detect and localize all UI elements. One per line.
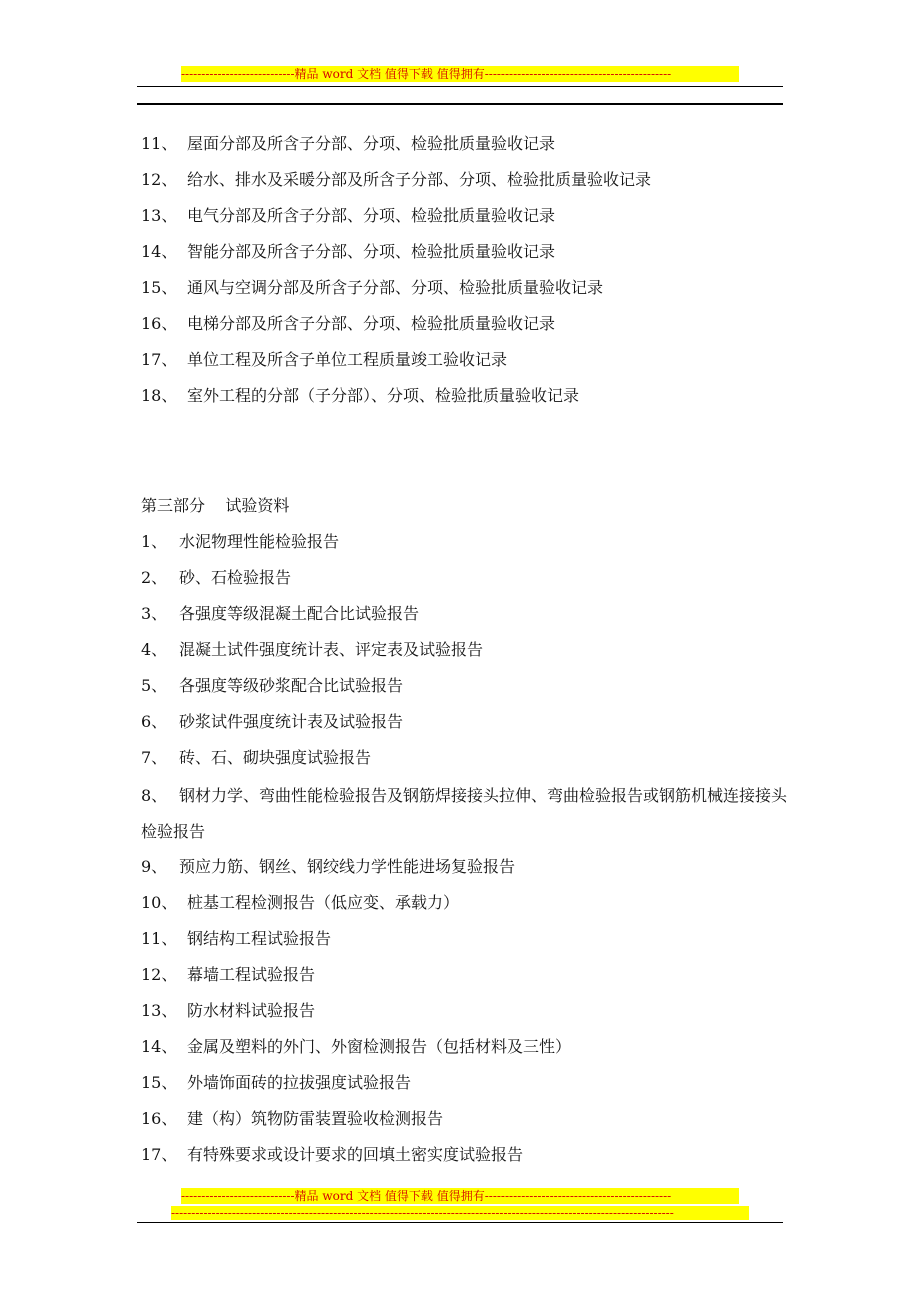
list-item-number: 15、 [141, 278, 178, 297]
list-item-number: 4、 [141, 640, 168, 659]
list-item-text: 电气分部及所含子分部、分项、检验批质量验收记录 [187, 206, 556, 225]
list-item-number: 16、 [141, 1109, 178, 1128]
list-item-text: 预应力筋、钢丝、钢绞线力学性能进场复验报告 [179, 857, 516, 876]
list-item-number: 17、 [141, 1145, 178, 1164]
list-item-number: 14、 [141, 1037, 178, 1056]
footer-dashes: ---------------------------------------------------------------------------------------------------------------------------- [171, 1206, 749, 1220]
list-item [141, 134, 555, 154]
list-item-number: 15、 [141, 1073, 178, 1092]
list-item-text: 电梯分部及所含子分部、分项、检验批质量验收记录 [187, 314, 556, 333]
footer-rule [137, 1222, 783, 1223]
list-item-text: 各强度等级混凝土配合比试验报告 [179, 604, 420, 623]
list-item [141, 350, 507, 370]
list-item [141, 778, 791, 850]
list-item-text: 幕墙工程试验报告 [187, 965, 316, 984]
list-item [141, 965, 315, 985]
list-item [141, 748, 371, 768]
list-item [141, 1073, 411, 1093]
list-item [141, 676, 403, 696]
list-item-text: 砂浆试件强度统计表及试验报告 [179, 712, 404, 731]
list-item-text: 金属及塑料的外门、外窗检测报告（包括材料及三性） [187, 1037, 572, 1056]
list-item [141, 640, 483, 660]
list-item [141, 278, 603, 298]
list-item-number: 1、 [141, 532, 168, 551]
list-item-text: 通风与空调分部及所含子分部、分项、检验批质量验收记录 [187, 278, 604, 297]
list-item-number: 10、 [141, 893, 178, 912]
list-item-text: 混凝土试件强度统计表、评定表及试验报告 [179, 640, 484, 659]
list-item-text: 钢材力学、弯曲性能检验报告及钢筋焊接接头拉伸、弯曲检验报告或钢筋机械连接接头检验报告 [141, 786, 788, 841]
list-item [141, 604, 419, 624]
list-item-text: 防水材料试验报告 [187, 1001, 316, 1020]
list-item-text: 钢结构工程试验报告 [187, 929, 332, 948]
list-item-number: 5、 [141, 676, 168, 695]
list-item-number: 17、 [141, 350, 178, 369]
list-item-number: 13、 [141, 206, 178, 225]
list-item [141, 857, 515, 877]
header-rule-thick [137, 103, 783, 105]
list-item-text: 砂、石检验报告 [179, 568, 292, 587]
list-item [141, 568, 291, 588]
list-item [141, 386, 579, 406]
list-item-number: 12、 [141, 965, 178, 984]
list-item [141, 242, 555, 262]
list-item [141, 1109, 443, 1129]
section-title: 第三部分 试验资料 [141, 496, 290, 515]
list-item [141, 532, 339, 552]
list-item [141, 1001, 315, 1021]
list-item [141, 1037, 571, 1057]
list-item-text: 智能分部及所含子分部、分项、检验批质量验收记录 [187, 242, 556, 261]
list-item-number: 7、 [141, 748, 168, 767]
list-item-number: 2、 [141, 568, 168, 587]
header-banner: ----------------------------精品 word 文档 值得下载 值得拥有---------------------------------------------- [181, 66, 739, 82]
list-item-text: 给水、排水及采暖分部及所含子分部、分项、检验批质量验收记录 [187, 170, 652, 189]
list-item-number: 12、 [141, 170, 178, 189]
list-item [141, 1145, 523, 1165]
list-item-text: 建（构）筑物防雷装置验收检测报告 [187, 1109, 444, 1128]
list-item [141, 170, 651, 190]
list-item-text: 砖、石、砌块强度试验报告 [179, 748, 372, 767]
header-rule-thin [137, 86, 783, 87]
list-item [141, 929, 331, 949]
list-item-text: 水泥物理性能检验报告 [179, 532, 340, 551]
list-item-number: 11、 [141, 134, 178, 153]
list-item-number: 6、 [141, 712, 168, 731]
list-item-number: 8、 [141, 786, 168, 805]
list-item-text: 外墙饰面砖的拉拔强度试验报告 [187, 1073, 412, 1092]
footer-banner: ----------------------------精品 word 文档 值得下载 值得拥有---------------------------------------------- [181, 1188, 739, 1204]
list-item-text: 有特殊要求或设计要求的回填土密实度试验报告 [187, 1145, 524, 1164]
list-item-number: 9、 [141, 857, 168, 876]
list-item-number: 13、 [141, 1001, 178, 1020]
list-item-number: 16、 [141, 314, 178, 333]
list-item [141, 712, 403, 732]
list-item [141, 206, 555, 226]
list-item-number: 14、 [141, 242, 178, 261]
list-item-text: 各强度等级砂浆配合比试验报告 [179, 676, 404, 695]
list-item-text: 室外工程的分部（子分部）、分项、检验批质量验收记录 [187, 386, 580, 405]
list-item [141, 893, 459, 913]
list-item [141, 314, 555, 334]
list-item-text: 屋面分部及所含子分部、分项、检验批质量验收记录 [187, 134, 556, 153]
list-item-number: 3、 [141, 604, 168, 623]
list-item-text: 单位工程及所含子单位工程质量竣工验收记录 [187, 350, 508, 369]
list-item-number: 18、 [141, 386, 178, 405]
list-item-number: 11、 [141, 929, 178, 948]
list-item-text: 桩基工程检测报告（低应变、承载力） [187, 893, 460, 912]
